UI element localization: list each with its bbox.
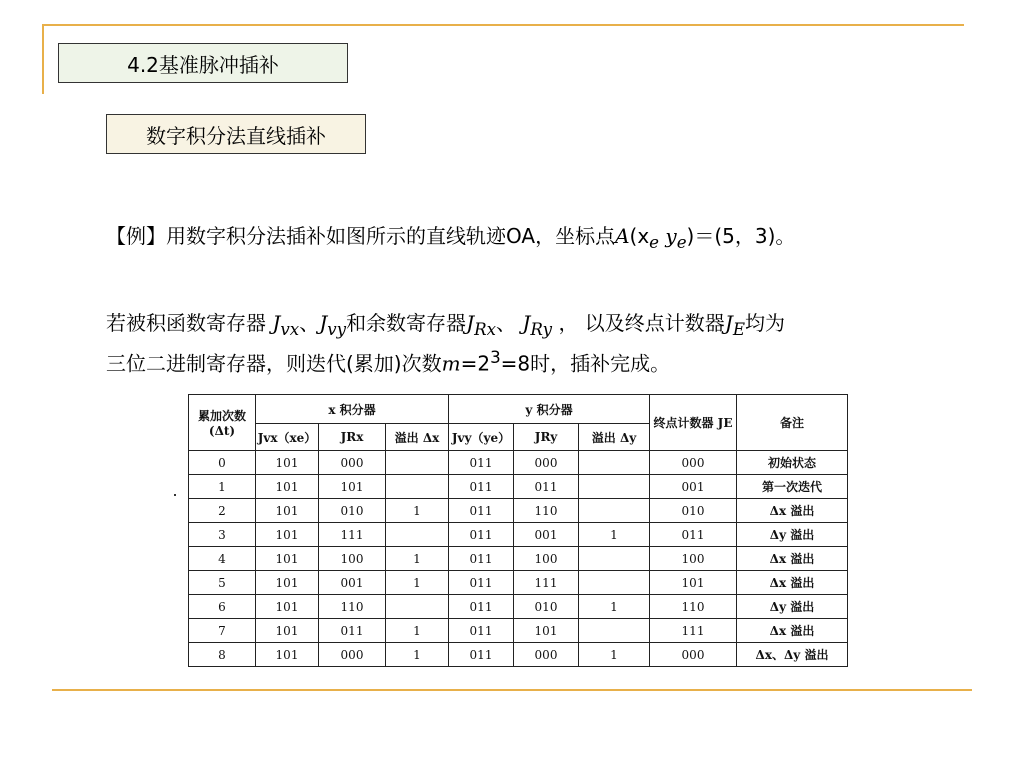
cell-je: 111 xyxy=(650,619,737,643)
cell-count: 1 xyxy=(189,475,256,499)
table-row xyxy=(189,619,848,643)
header-jry: JRy xyxy=(514,424,579,451)
m-symbol: m xyxy=(441,351,461,376)
cell-jvy: 011 xyxy=(449,571,514,595)
cell-jvy: 011 xyxy=(449,643,514,667)
header-jvx: Jvx（xe） xyxy=(256,424,319,451)
cell-jrx: 101 xyxy=(319,475,386,499)
cell-jry: 111 xyxy=(514,571,579,595)
cell-ovx: 1 xyxy=(386,571,449,595)
slide-subtitle xyxy=(106,114,366,154)
cell-note: Δx、Δy 溢出 xyxy=(737,643,848,667)
header-ovx: 溢出 Δx xyxy=(386,424,449,451)
slide-subtitle-text: 数字积分法直线插补 xyxy=(146,123,326,148)
description-line-2 xyxy=(106,344,966,378)
top-rule xyxy=(42,24,964,26)
cell-jry: 000 xyxy=(514,643,579,667)
je-sub: E xyxy=(732,320,746,339)
cell-jvx: 101 xyxy=(256,595,319,619)
slide-title xyxy=(58,43,348,83)
cell-note: Δx 溢出 xyxy=(737,619,848,643)
cell-ovy xyxy=(579,571,650,595)
table-row xyxy=(189,571,848,595)
cell-jvy: 011 xyxy=(449,547,514,571)
cell-ovx xyxy=(386,475,449,499)
desc-text-1c: ， 以及终点计数器 xyxy=(552,311,725,335)
cell-ovy xyxy=(579,547,650,571)
cell-jvx: 101 xyxy=(256,451,319,475)
desc-text-1d: 均为 xyxy=(745,311,786,335)
cell-note: 第一次迭代 xyxy=(737,475,848,499)
cell-jry: 011 xyxy=(514,475,579,499)
table-row xyxy=(189,595,848,619)
cell-je: 001 xyxy=(650,475,737,499)
desc-text-1a: 若被积函数寄存器 xyxy=(106,311,273,335)
cell-ovx xyxy=(386,595,449,619)
cell-count: 6 xyxy=(189,595,256,619)
cell-jvx: 101 xyxy=(256,619,319,643)
cell-note: Δx 溢出 xyxy=(737,499,848,523)
cell-jvx: 101 xyxy=(256,643,319,667)
left-rule xyxy=(42,24,44,94)
cell-ovx: 1 xyxy=(386,499,449,523)
cell-count: 3 xyxy=(189,523,256,547)
cell-ovx xyxy=(386,523,449,547)
cell-jry: 001 xyxy=(514,523,579,547)
jry-sub: Ry xyxy=(530,320,553,339)
cell-note: Δx 溢出 xyxy=(737,547,848,571)
cell-jvx: 101 xyxy=(256,523,319,547)
bottom-rule xyxy=(52,689,972,691)
table-body xyxy=(189,451,848,667)
cell-jrx: 100 xyxy=(319,547,386,571)
cell-je: 011 xyxy=(650,523,737,547)
header-jvy: Jvy（ye） xyxy=(449,424,514,451)
header-x-integrator: x 积分器 xyxy=(256,395,449,424)
cell-ovx: 1 xyxy=(386,619,449,643)
coords-mid: y xyxy=(659,224,677,248)
cell-note: Δx 溢出 xyxy=(737,571,848,595)
cell-count: 8 xyxy=(189,643,256,667)
cell-jvx: 101 xyxy=(256,547,319,571)
desc-text-2b: =2 xyxy=(460,351,491,376)
cell-jrx: 110 xyxy=(319,595,386,619)
cell-ovy: 1 xyxy=(579,523,650,547)
cell-jvy: 011 xyxy=(449,475,514,499)
cell-je: 010 xyxy=(650,499,737,523)
cell-ovy: 1 xyxy=(579,643,650,667)
description-line-1 xyxy=(106,309,966,344)
jry-symbol: J xyxy=(522,311,531,335)
cell-count: 2 xyxy=(189,499,256,523)
table-row xyxy=(189,547,848,571)
desc-sep-2: 、 xyxy=(496,311,523,335)
cell-je: 101 xyxy=(650,571,737,595)
cell-count: 4 xyxy=(189,547,256,571)
cell-jry: 010 xyxy=(514,595,579,619)
cell-jrx: 111 xyxy=(319,523,386,547)
cell-jvy: 011 xyxy=(449,595,514,619)
cell-note: Δy 溢出 xyxy=(737,523,848,547)
desc-text-2c: =8时，插补完成。 xyxy=(500,351,671,376)
desc-text-1b: 和余数寄存器 xyxy=(346,311,467,335)
desc-text-2a: 三位二进制寄存器，则迭代(累加)次数 xyxy=(106,351,442,376)
point-label: A xyxy=(615,224,630,248)
cell-ovx: 1 xyxy=(386,643,449,667)
coords-open: (x xyxy=(629,224,650,248)
cell-ovy xyxy=(579,619,650,643)
example-prefix: 【例】用数字积分法插补如图所示的直线轨迹OA，坐标点 xyxy=(106,224,616,248)
example-suffix: )＝(5，3)。 xyxy=(686,224,796,248)
cell-jrx: 001 xyxy=(319,571,386,595)
header-y-integrator: y 积分器 xyxy=(449,395,650,424)
cell-ovy xyxy=(579,475,650,499)
cell-jvx: 101 xyxy=(256,499,319,523)
cell-jrx: 011 xyxy=(319,619,386,643)
cell-ovy xyxy=(579,499,650,523)
jvx-symbol: J xyxy=(272,311,281,335)
cell-jrx: 000 xyxy=(319,451,386,475)
table-row xyxy=(189,451,848,475)
je-symbol: J xyxy=(724,311,733,335)
cell-jvy: 011 xyxy=(449,451,514,475)
header-jrx: JRx xyxy=(319,424,386,451)
cell-jry: 101 xyxy=(514,619,579,643)
jrx-symbol: J xyxy=(466,311,475,335)
table-row xyxy=(189,499,848,523)
header-ovy: 溢出 Δy xyxy=(579,424,650,451)
coord-sub-2: e xyxy=(676,233,687,252)
cell-jry: 110 xyxy=(514,499,579,523)
table-row xyxy=(189,475,848,499)
cell-ovy: 1 xyxy=(579,595,650,619)
cell-jvx: 101 xyxy=(256,571,319,595)
cell-count: 0 xyxy=(189,451,256,475)
iteration-table xyxy=(188,394,848,667)
cell-je: 000 xyxy=(650,451,737,475)
cell-jrx: 000 xyxy=(319,643,386,667)
jvy-sub: vy xyxy=(327,320,347,339)
stray-dot xyxy=(174,494,176,496)
cell-jvy: 011 xyxy=(449,523,514,547)
exponent: 3 xyxy=(490,348,501,367)
desc-sep-1: 、 xyxy=(299,311,320,335)
cell-je: 000 xyxy=(650,643,737,667)
jvy-symbol: J xyxy=(319,311,328,335)
header-endpoint: 终点计数器 JE xyxy=(650,395,737,451)
cell-note: 初始状态 xyxy=(737,451,848,475)
cell-je: 110 xyxy=(650,595,737,619)
header-count: 累加次数(Δt) xyxy=(189,395,256,451)
iteration-table-wrap xyxy=(188,394,848,667)
example-statement xyxy=(106,222,986,257)
cell-count: 7 xyxy=(189,619,256,643)
table-row xyxy=(189,643,848,667)
jrx-sub: Rx xyxy=(474,320,497,339)
cell-ovx: 1 xyxy=(386,547,449,571)
cell-ovy xyxy=(579,451,650,475)
cell-jry: 100 xyxy=(514,547,579,571)
cell-jry: 000 xyxy=(514,451,579,475)
cell-note: Δy 溢出 xyxy=(737,595,848,619)
cell-jvx: 101 xyxy=(256,475,319,499)
cell-ovx xyxy=(386,451,449,475)
description-paragraph xyxy=(106,309,966,378)
coord-sub-1: e xyxy=(649,233,660,252)
cell-jvy: 011 xyxy=(449,499,514,523)
cell-jvy: 011 xyxy=(449,619,514,643)
table-row xyxy=(189,523,848,547)
slide-title-text: 4.2基准脉冲插补 xyxy=(127,52,279,77)
cell-count: 5 xyxy=(189,571,256,595)
cell-jrx: 010 xyxy=(319,499,386,523)
header-note: 备注 xyxy=(737,395,848,451)
cell-je: 100 xyxy=(650,547,737,571)
jvx-sub: vx xyxy=(280,320,300,339)
